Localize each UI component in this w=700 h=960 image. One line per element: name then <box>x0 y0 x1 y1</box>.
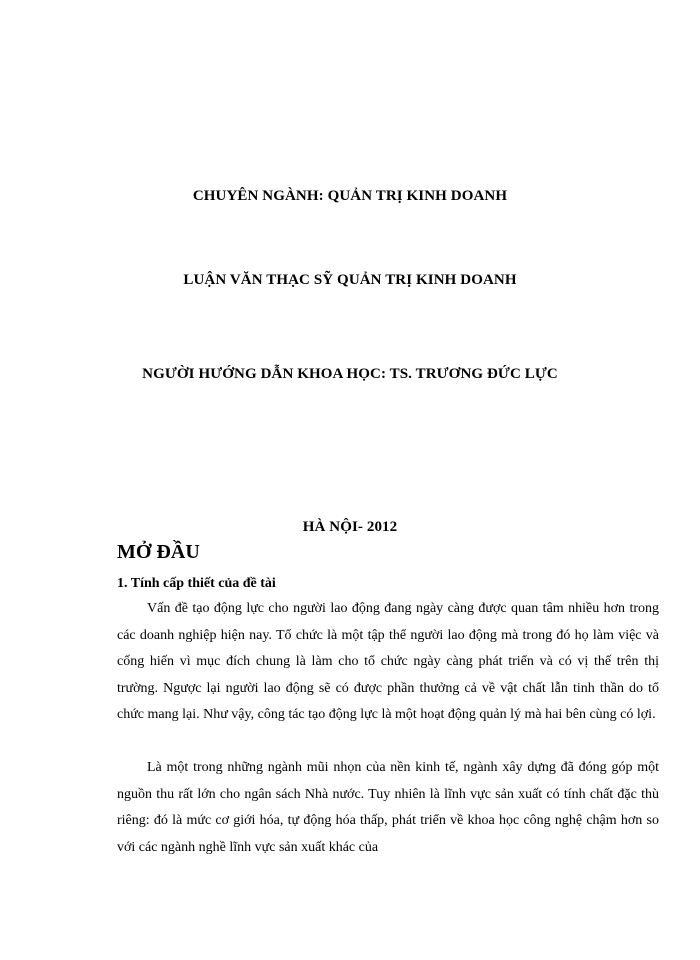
advisor-line: NGƯỜI HƯỚNG DẪN KHOA HỌC: TS. TRƯƠNG ĐỨC LỰC <box>142 366 558 382</box>
body-paragraph-2: Là một trong những ngành mũi nhọn của nền kinh tế, ngành xây dựng đã đóng góp một nguồn thu rất lớn cho ngân sách Nhà nước. Tuy nhiên là lĩnh vực sản xuất có tính chất đặc thù riêng: đó là mức cơ giới hóa, tự động hóa thấp, phát triển về khoa học công nghệ chậm hơn so với các ngành nghề lĩnh vực sản xuất khác của <box>117 760 659 855</box>
specialization-line: CHUYÊN NGÀNH: QUẢN TRỊ KINH DOANH <box>192 188 508 204</box>
thesis-type-line: LUẬN VĂN THẠC SỸ QUẢN TRỊ KINH DOANH <box>183 272 517 288</box>
body-paragraph-1: Vấn đề tạo động lực cho người lao động đang ngày càng được quan tâm nhiều hơn trong các doanh nghiệp hiện nay. Tổ chức là một tập thể người lao động mà trong đó họ làm việc và cống hiến vì mục đích chung là làm cho tổ chức ngày càng phát triển và có vị thế trên thị trường. Ngược lại người lao động sẽ có được phần thưởng cả về vật chất lẫn tinh thần do tổ chức mang lại. Như vậy, công tác tạo động lực là một hoạt động quản lý mà hai bên cùng có lợi. <box>117 601 659 722</box>
place-year-line: HÀ NỘI- 2012 <box>302 519 398 535</box>
subsection-title: 1. Tính cấp thiết của đề tài <box>117 576 276 591</box>
section-heading: MỞ ĐẦU <box>117 541 200 563</box>
